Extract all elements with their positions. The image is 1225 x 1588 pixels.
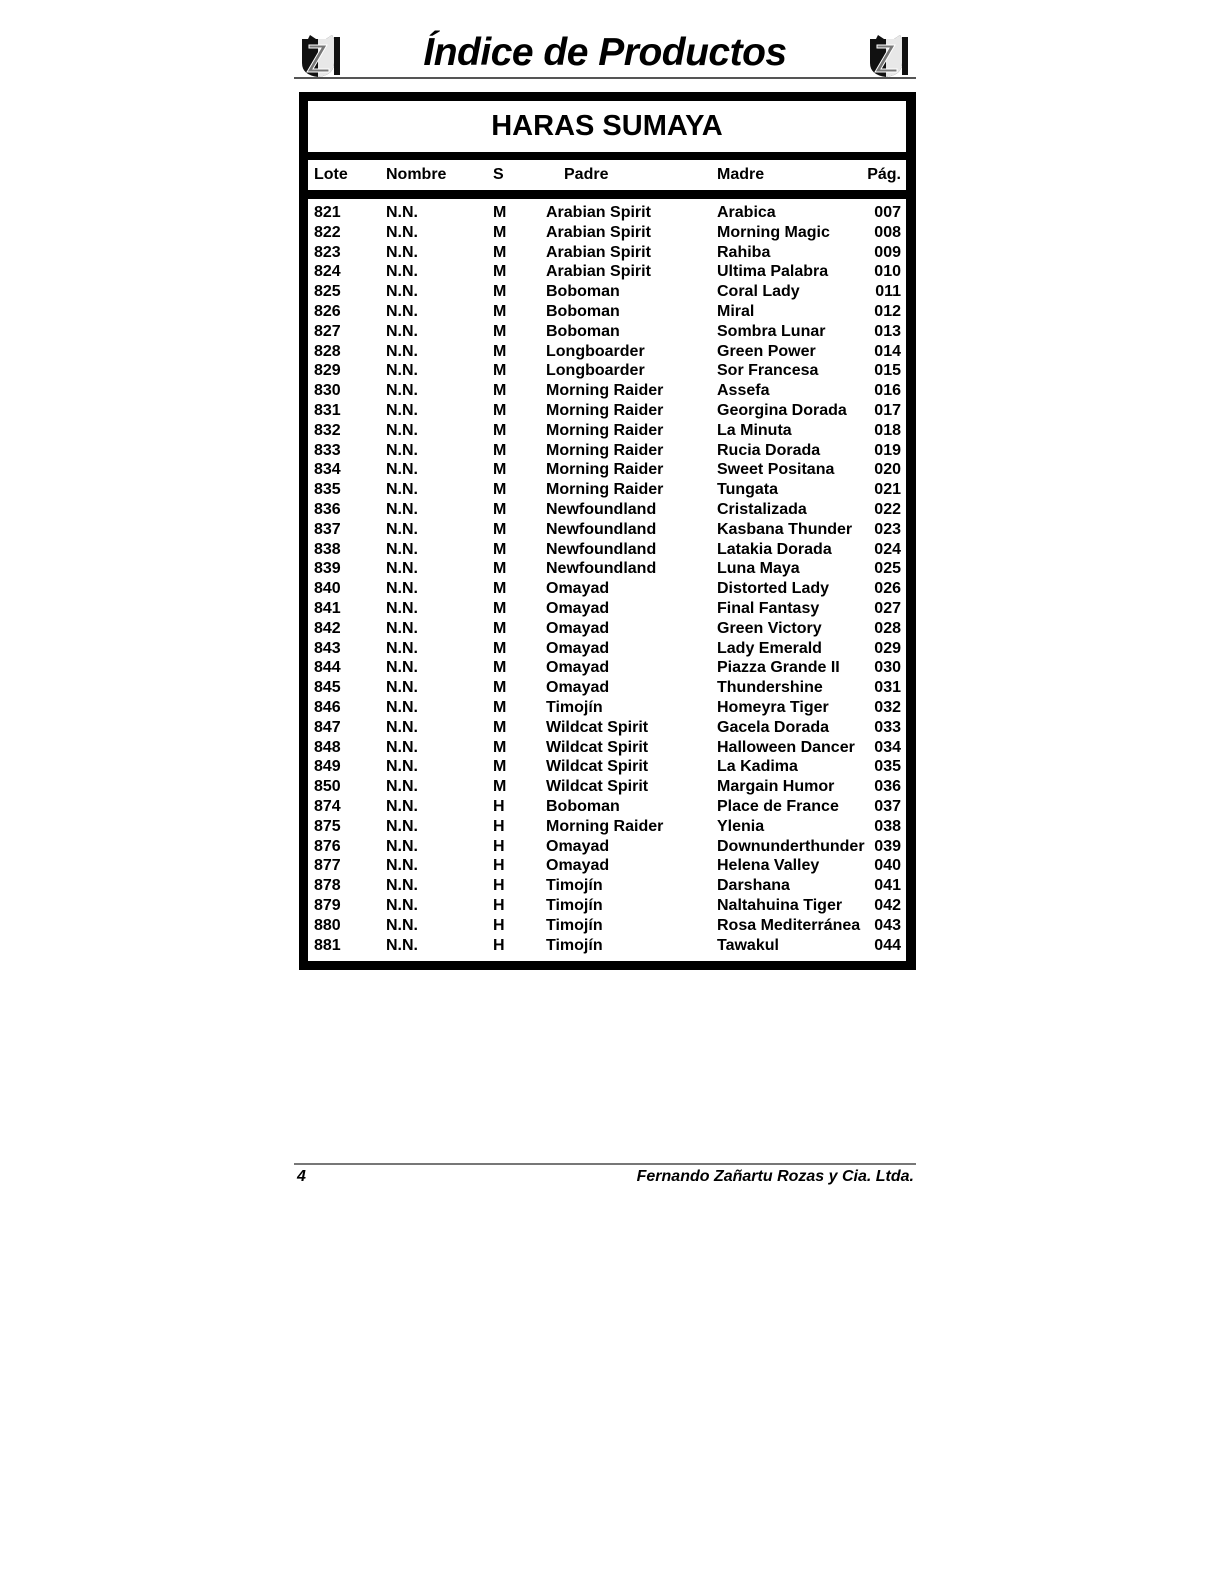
cell-s: M	[493, 461, 507, 479]
cell-lote: 850	[314, 778, 341, 796]
cell-lote: 837	[314, 520, 341, 538]
cell-nombre: N.N.	[386, 342, 418, 360]
cell-pag: 029	[874, 639, 901, 657]
cell-padre: Wildcat Spirit	[546, 758, 649, 776]
table-row	[308, 698, 906, 718]
table-row	[308, 322, 906, 342]
table-row	[308, 203, 906, 223]
column-header-padre: Padre	[564, 166, 609, 183]
cell-nombre: N.N.	[386, 461, 418, 479]
table-row	[308, 361, 906, 381]
cell-s: M	[493, 402, 507, 419]
table-row	[308, 837, 906, 857]
cell-pag: 036	[874, 778, 901, 796]
cell-pag: 027	[874, 600, 901, 617]
zl-shield-logo-icon	[866, 33, 912, 79]
cell-padre: Boboman	[546, 303, 620, 320]
cell-lote: 832	[314, 421, 341, 439]
table-row	[308, 639, 906, 659]
cell-nombre: N.N.	[386, 322, 418, 340]
cell-pag: 033	[874, 718, 901, 736]
cell-pag: 040	[874, 857, 901, 875]
cell-padre: Longboarder	[546, 362, 645, 380]
cell-lote: 848	[314, 738, 341, 756]
cell-s: M	[493, 540, 507, 558]
table-row	[308, 856, 906, 876]
cell-pag: 007	[874, 204, 901, 221]
table-row	[308, 460, 906, 480]
section-title: HARAS SUMAYA	[308, 101, 906, 152]
cell-lote: 825	[314, 283, 341, 301]
cell-lote: 875	[314, 817, 341, 835]
cell-padre: Omayad	[546, 679, 610, 697]
cell-lote: 821	[314, 204, 341, 221]
cell-pag: 030	[874, 659, 901, 677]
cell-pag: 016	[874, 382, 901, 400]
cell-nombre: N.N.	[386, 817, 418, 835]
table-row	[308, 421, 906, 441]
cell-pag: 025	[874, 560, 901, 578]
cell-padre: Timojín	[546, 897, 603, 914]
cell-s: M	[493, 679, 507, 697]
table-row	[308, 441, 906, 461]
table-row	[308, 738, 906, 758]
cell-padre: Longboarder	[546, 342, 645, 360]
cell-madre: Morning Magic	[717, 223, 830, 241]
cell-madre: Margain Humor	[717, 778, 835, 796]
cell-madre: Green Victory	[717, 619, 822, 637]
header-divider	[294, 77, 916, 79]
cell-s: H	[493, 837, 505, 855]
cell-nombre: N.N.	[386, 936, 418, 954]
table-body	[308, 199, 906, 961]
cell-padre: Morning Raider	[546, 421, 664, 439]
cell-lote: 880	[314, 916, 341, 934]
cell-madre: Ylenia	[717, 817, 765, 835]
cell-nombre: N.N.	[386, 916, 418, 934]
cell-padre: Boboman	[546, 283, 620, 301]
cell-nombre: N.N.	[386, 738, 418, 756]
table-header	[308, 160, 906, 190]
cell-lote: 829	[314, 362, 341, 380]
cell-pag: 042	[874, 897, 901, 914]
cell-pag: 010	[874, 263, 901, 281]
cell-nombre: N.N.	[386, 699, 418, 716]
cell-nombre: N.N.	[386, 718, 418, 736]
cell-s: M	[493, 263, 507, 281]
cell-padre: Boboman	[546, 798, 620, 815]
cell-madre: Assefa	[717, 382, 770, 400]
cell-s: M	[493, 659, 507, 677]
table-row	[308, 342, 906, 362]
table-row	[308, 777, 906, 797]
cell-madre: Coral Lady	[717, 283, 800, 301]
cell-nombre: N.N.	[386, 540, 418, 558]
cell-s: H	[493, 857, 505, 875]
cell-nombre: N.N.	[386, 441, 418, 459]
cell-padre: Arabian Spirit	[546, 263, 651, 281]
cell-nombre: N.N.	[386, 619, 418, 637]
cell-s: M	[493, 303, 507, 320]
cell-lote: 826	[314, 303, 341, 320]
cell-lote: 845	[314, 679, 341, 697]
cell-lote: 877	[314, 857, 341, 875]
cell-madre: Ultima Palabra	[717, 263, 829, 281]
cell-s: M	[493, 600, 507, 617]
cell-lote: 844	[314, 659, 341, 677]
cell-pag: 035	[874, 758, 901, 776]
cell-madre: Distorted Lady	[717, 580, 830, 598]
cell-s: M	[493, 441, 507, 459]
cell-pag: 011	[875, 283, 901, 301]
cell-padre: Timojín	[546, 699, 603, 716]
cell-pag: 019	[874, 441, 901, 459]
cell-s: M	[493, 501, 507, 518]
cell-madre: Tungata	[717, 481, 779, 499]
cell-s: M	[493, 382, 507, 400]
cell-lote: 830	[314, 382, 341, 400]
cell-pag: 024	[874, 540, 901, 558]
table-row	[308, 718, 906, 738]
cell-madre: Final Fantasy	[717, 600, 820, 617]
cell-s: M	[493, 421, 507, 439]
column-header-nombre: Nombre	[386, 166, 447, 183]
cell-madre: Thundershine	[717, 679, 823, 697]
cell-nombre: N.N.	[386, 778, 418, 796]
cell-s: M	[493, 204, 507, 221]
cell-s: H	[493, 877, 505, 895]
table-row	[308, 599, 906, 619]
cell-s: H	[493, 817, 505, 835]
column-header-pag: Pág.	[867, 166, 901, 183]
cell-s: M	[493, 758, 507, 776]
cell-pag: 017	[874, 402, 901, 419]
cell-pag: 018	[874, 421, 901, 439]
cell-padre: Morning Raider	[546, 817, 664, 835]
cell-madre: Luna Maya	[717, 560, 800, 578]
table-row	[308, 223, 906, 243]
cell-padre: Omayad	[546, 639, 610, 657]
cell-madre: Latakia Dorada	[717, 540, 832, 558]
cell-madre: Rosa Mediterránea	[717, 916, 861, 934]
table-row	[308, 540, 906, 560]
table-row	[308, 401, 906, 421]
cell-nombre: N.N.	[386, 600, 418, 617]
cell-s: M	[493, 718, 507, 736]
cell-padre: Morning Raider	[546, 461, 664, 479]
cell-padre: Morning Raider	[546, 382, 664, 400]
cell-madre: Sor Francesa	[717, 362, 819, 380]
table-row	[308, 619, 906, 639]
cell-pag: 008	[874, 223, 901, 241]
cell-nombre: N.N.	[386, 798, 418, 815]
cell-madre: Sweet Positana	[717, 461, 835, 479]
cell-s: M	[493, 520, 507, 538]
cell-pag: 022	[874, 501, 901, 518]
cell-padre: Newfoundland	[546, 560, 657, 578]
cell-pag: 012	[874, 303, 901, 320]
cell-lote: 827	[314, 322, 341, 340]
table-row	[308, 381, 906, 401]
cell-madre: Piazza Grande II	[717, 659, 840, 677]
cell-padre: Wildcat Spirit	[546, 778, 649, 796]
cell-lote: 881	[314, 936, 341, 954]
cell-nombre: N.N.	[386, 402, 418, 419]
cell-lote: 823	[314, 243, 341, 261]
cell-padre: Morning Raider	[546, 441, 664, 459]
cell-pag: 026	[874, 580, 901, 598]
cell-nombre: N.N.	[386, 283, 418, 301]
cell-madre: Halloween Dancer	[717, 738, 855, 756]
zl-shield-logo-icon	[298, 33, 344, 79]
cell-pag: 031	[874, 679, 901, 697]
cell-madre: Kasbana Thunder	[717, 520, 853, 538]
cell-nombre: N.N.	[386, 382, 418, 400]
cell-s: M	[493, 362, 507, 380]
cell-nombre: N.N.	[386, 362, 418, 380]
cell-pag: 023	[874, 520, 901, 538]
cell-padre: Omayad	[546, 659, 610, 677]
cell-madre: Rucia Dorada	[717, 441, 821, 459]
table-row	[308, 520, 906, 540]
page-title: Índice de Productos	[423, 31, 787, 74]
cell-lote: 838	[314, 540, 341, 558]
column-header-s: S	[493, 166, 504, 183]
cell-padre: Newfoundland	[546, 520, 657, 538]
cell-s: M	[493, 619, 507, 637]
cell-s: M	[493, 283, 507, 301]
cell-lote: 843	[314, 639, 341, 657]
cell-madre: Rahiba	[717, 243, 771, 261]
cell-s: M	[493, 699, 507, 716]
cell-padre: Omayad	[546, 857, 610, 875]
cell-lote: 839	[314, 560, 341, 578]
cell-pag: 014	[874, 342, 901, 360]
cell-madre: Darshana	[717, 877, 790, 895]
cell-nombre: N.N.	[386, 421, 418, 439]
cell-madre: Homeyra Tiger	[717, 699, 829, 716]
product-index-frame	[299, 92, 916, 970]
cell-padre: Omayad	[546, 580, 610, 598]
cell-madre: Gacela Dorada	[717, 718, 830, 736]
cell-nombre: N.N.	[386, 263, 418, 281]
cell-padre: Boboman	[546, 322, 620, 340]
cell-pag: 044	[874, 936, 901, 954]
cell-nombre: N.N.	[386, 679, 418, 697]
cell-madre: Sombra Lunar	[717, 322, 826, 340]
cell-nombre: N.N.	[386, 501, 418, 518]
table-row	[308, 936, 906, 956]
table-row	[308, 302, 906, 322]
cell-nombre: N.N.	[386, 223, 418, 241]
table-row	[308, 876, 906, 896]
cell-lote: 849	[314, 758, 341, 776]
cell-padre: Timojín	[546, 916, 603, 934]
table-row	[308, 757, 906, 777]
cell-padre: Omayad	[546, 837, 610, 855]
cell-madre: Arabica	[717, 204, 776, 221]
cell-nombre: N.N.	[386, 758, 418, 776]
cell-nombre: N.N.	[386, 897, 418, 914]
cell-padre: Arabian Spirit	[546, 223, 651, 241]
table-row	[308, 678, 906, 698]
cell-lote: 874	[314, 798, 341, 815]
company-name: Fernando Zañartu Rozas y Cia. Ltda.	[636, 1168, 914, 1185]
cell-nombre: N.N.	[386, 857, 418, 875]
cell-lote: 879	[314, 897, 341, 914]
cell-nombre: N.N.	[386, 560, 418, 578]
cell-nombre: N.N.	[386, 204, 418, 221]
column-header-madre: Madre	[717, 166, 765, 183]
cell-madre: Downunderthunder	[717, 837, 865, 855]
cell-nombre: N.N.	[386, 877, 418, 895]
table-row	[308, 817, 906, 837]
cell-s: M	[493, 481, 507, 499]
cell-madre: Place de France	[717, 798, 839, 815]
table-row	[308, 658, 906, 678]
cell-nombre: N.N.	[386, 481, 418, 499]
cell-padre: Omayad	[546, 600, 610, 617]
column-header-lote: Lote	[314, 166, 348, 183]
cell-madre: La Kadima	[717, 758, 798, 776]
cell-pag: 032	[874, 699, 901, 716]
page-number: 4	[297, 1168, 306, 1185]
cell-padre: Newfoundland	[546, 501, 657, 518]
cell-nombre: N.N.	[386, 520, 418, 538]
cell-padre: Morning Raider	[546, 402, 664, 419]
cell-pag: 041	[874, 877, 901, 895]
cell-pag: 021	[874, 481, 901, 499]
cell-lote: 824	[314, 263, 341, 281]
cell-padre: Wildcat Spirit	[546, 738, 649, 756]
cell-s: M	[493, 778, 507, 796]
cell-lote: 841	[314, 600, 341, 617]
cell-nombre: N.N.	[386, 303, 418, 320]
table-row	[308, 262, 906, 282]
cell-s: H	[493, 798, 505, 815]
table-row	[308, 282, 906, 302]
cell-s: M	[493, 580, 507, 598]
cell-madre: Lady Emerald	[717, 639, 822, 657]
cell-s: M	[493, 342, 507, 360]
cell-pag: 034	[874, 738, 901, 756]
cell-lote: 836	[314, 501, 341, 518]
cell-padre: Timojín	[546, 877, 603, 895]
cell-s: H	[493, 897, 505, 914]
cell-s: H	[493, 916, 505, 934]
cell-lote: 835	[314, 481, 341, 499]
cell-madre: Georgina Dorada	[717, 402, 847, 419]
cell-pag: 038	[874, 817, 901, 835]
cell-padre: Wildcat Spirit	[546, 718, 649, 736]
cell-s: M	[493, 738, 507, 756]
cell-s: M	[493, 639, 507, 657]
table-row	[308, 916, 906, 936]
cell-lote: 878	[314, 877, 341, 895]
cell-lote: 828	[314, 342, 341, 360]
table-row	[308, 579, 906, 599]
cell-lote: 831	[314, 402, 341, 419]
cell-madre: Miral	[717, 303, 755, 320]
cell-nombre: N.N.	[386, 243, 418, 261]
cell-padre: Omayad	[546, 619, 610, 637]
table-row	[308, 480, 906, 500]
cell-pag: 037	[874, 798, 901, 815]
cell-pag: 028	[874, 619, 901, 637]
cell-nombre: N.N.	[386, 659, 418, 677]
cell-pag: 013	[874, 322, 901, 340]
cell-lote: 822	[314, 223, 341, 241]
cell-lote: 834	[314, 461, 341, 479]
cell-madre: Cristalizada	[717, 501, 807, 518]
cell-madre: La Minuta	[717, 421, 792, 439]
cell-padre: Timojín	[546, 936, 603, 954]
cell-padre: Arabian Spirit	[546, 243, 651, 261]
cell-pag: 039	[874, 837, 901, 855]
cell-s: H	[493, 936, 505, 954]
cell-pag: 015	[874, 362, 901, 380]
cell-padre: Arabian Spirit	[546, 204, 651, 221]
cell-lote: 847	[314, 718, 341, 736]
cell-pag: 020	[874, 461, 901, 479]
table-row	[308, 559, 906, 579]
cell-s: M	[493, 223, 507, 241]
cell-nombre: N.N.	[386, 639, 418, 657]
cell-padre: Morning Raider	[546, 481, 664, 499]
cell-madre: Tawakul	[717, 936, 779, 954]
cell-madre: Naltahuina Tiger	[717, 897, 843, 914]
cell-lote: 846	[314, 699, 341, 716]
cell-pag: 009	[874, 243, 901, 261]
table-row	[308, 797, 906, 817]
table-row	[308, 243, 906, 263]
cell-madre: Green Power	[717, 342, 816, 360]
cell-lote: 840	[314, 580, 341, 598]
cell-s: M	[493, 322, 507, 340]
footer-divider	[294, 1163, 916, 1165]
table-row	[308, 896, 906, 916]
cell-pag: 043	[874, 916, 901, 934]
cell-lote: 842	[314, 619, 341, 637]
cell-s: M	[493, 560, 507, 578]
table-row	[308, 500, 906, 520]
cell-nombre: N.N.	[386, 837, 418, 855]
cell-lote: 876	[314, 837, 341, 855]
cell-s: M	[493, 243, 507, 261]
cell-padre: Newfoundland	[546, 540, 657, 558]
cell-madre: Helena Valley	[717, 857, 820, 875]
cell-lote: 833	[314, 441, 341, 459]
cell-nombre: N.N.	[386, 580, 418, 598]
